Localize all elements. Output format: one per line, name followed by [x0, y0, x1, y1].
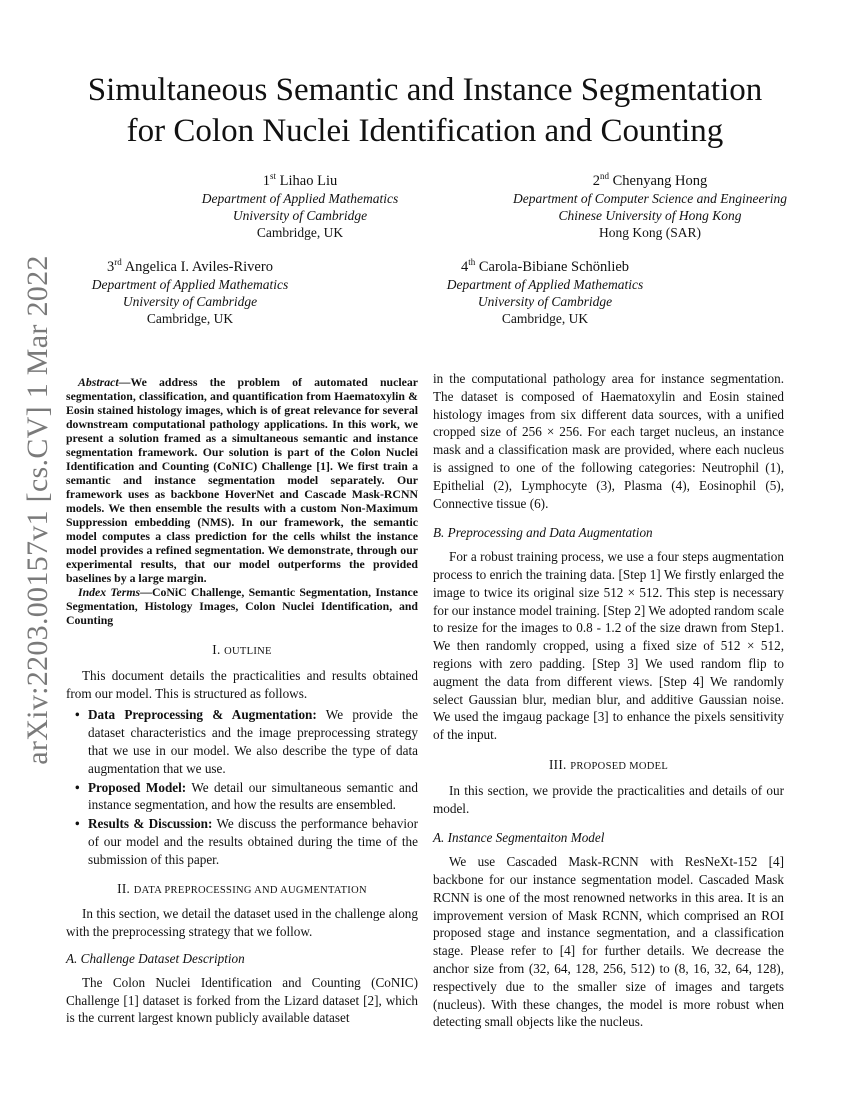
subsection-a-text: The Colon Nuclei Identification and Counting (CoNIC) Challenge [1] dataset is forked from the Lizard dataset [2], which is the current largest known publicly available dataset [66, 974, 418, 1026]
author-1-inst: University of Cambridge [232, 207, 368, 223]
section-1-heading [66, 641, 418, 661]
outline-list [66, 706, 418, 868]
author-2-dept: Department of Computer Science and Engineering [512, 190, 788, 206]
bullet-1-label: Data Preprocessing & Augmentation: [88, 707, 317, 723]
section-2-heading [66, 880, 418, 900]
author-3-loc: Cambridge, UK [146, 310, 234, 326]
section-1-title: OUTLINE [224, 646, 272, 657]
abstract-label: Abstract [78, 375, 119, 389]
author-1-name: Lihao Liu [279, 172, 338, 189]
author-1-loc: Cambridge, UK [256, 224, 344, 240]
author-block-4 [395, 254, 695, 327]
author-3-dept: Department of Applied Mathematics [91, 276, 289, 292]
author-1-ordinal: 1 [262, 172, 270, 189]
index-terms [66, 585, 418, 627]
title-line-2: for Colon Nuclei Identification and Counting [126, 113, 724, 149]
author-4-ordinal: 4 [460, 258, 469, 275]
bullet-3-text: We discuss the performance behavior of our model and the results obtained during the time of the submission of this paper. [88, 816, 418, 867]
list-item [88, 706, 418, 777]
section-3-title: PROPOSED MODEL [570, 760, 669, 772]
subsection-b-text: For a robust training process, we use a four steps augmentation process to enrich the training data. [Step 1] We firstly enlarged the image to twice its original size 512 × 512. This step is necessary for our instance model training. [Step 2] We adopted random scale to resize for the images to 0.8 - 1.2 of the size drawn from Step1. We then randomly cropped, using a fixed size of 512 × 512, regions with zero padding. [Step 3] We used random flip to augment the data from different views. [Step 4] We randomly select Gaussian blur, median blur, and additive Gaussian noise. We used the imgaug package [3] to enhance the pixels sensitivity of the input. [433, 549, 784, 743]
section-2-number: II. [117, 880, 134, 896]
author-1-dept: Department of Applied Mathematics [201, 190, 399, 206]
paper-title [0, 70, 850, 152]
bullet-3-label: Results & Discussion: [88, 816, 213, 832]
author-4-name: Carola-Bibiane Schönlieb [478, 258, 630, 275]
section-1-intro: This document details the practicalities and results obtained from our model. This is structured as follows. [66, 667, 418, 701]
author-block-3 [35, 254, 345, 327]
dataset-description-cont: in the computational pathology area for instance segmentation. The dataset is composed of Haematoxylin and Eosin stained histology images from six different data sources, with a unified cropped size of 256 × 256. For each target nucleus, an instance mask and a classification mask are provided, where each nucleus is assigned to one of the following categories: Neutrophil (1), Epithelial (2), Lymphocyte (3), Plasma (4), Eosinophil (5), Connective tissue (6). [433, 371, 784, 511]
bullet-2-text: We detail our simultaneous semantic and instance segmentation, and how the results are ensembled. [88, 779, 418, 813]
right-column [433, 370, 784, 1031]
bullet-1-text: We provide the dataset characteristics and the image preprocessing strategy that we use in our model. We also describe the type of data augmentation that we use. [88, 707, 418, 776]
title-line-1: Simultaneous Semantic and Instance Segmentation [87, 72, 763, 108]
author-block-2 [470, 168, 830, 241]
author-2-inst: Chinese University of Hong Kong [558, 207, 742, 223]
index-terms-label: Index Terms [78, 585, 141, 599]
author-4-dept: Department of Applied Mathematics [446, 276, 644, 292]
author-4-sup: th [468, 257, 476, 267]
author-2-ordinal: 2 [592, 172, 600, 189]
index-terms-text: —CoNiC Challenge, Semantic Segmentation, Instance Segmentation, Histology Images, Colon Nuclei Identification, and Counting [66, 585, 418, 627]
abstract [66, 375, 418, 585]
author-3-inst: University of Cambridge [122, 293, 258, 309]
section-3-heading [433, 756, 784, 776]
arxiv-stamp: arXiv:2203.00157v1 [cs.CV] 1 Mar 2022 [21, 255, 54, 765]
author-1-sup: st [270, 171, 277, 181]
section-3-number: III. [548, 756, 571, 772]
list-item [88, 815, 418, 868]
section-2-intro: In this section, we detail the dataset used in the challenge along with the preprocessing strategy that we follow. [66, 906, 418, 940]
subsection-a-title: A. Challenge Dataset Description [66, 950, 245, 966]
subsection-instance-title: A. Instance Segmentaiton Model [433, 830, 605, 846]
author-3-sup: rd [114, 257, 122, 267]
section-2-title: DATA PREPROCESSING AND AUGMENTATION [133, 884, 367, 896]
author-2-sup: nd [599, 171, 609, 181]
author-4-loc: Cambridge, UK [501, 310, 589, 326]
author-4-inst: University of Cambridge [477, 293, 613, 309]
author-3-ordinal: 3 [107, 258, 115, 275]
list-item [88, 779, 418, 815]
section-1-number: I. [212, 642, 225, 657]
author-2-name: Chenyang Hong [612, 172, 708, 189]
author-block-1 [150, 168, 450, 241]
left-column [66, 375, 418, 1027]
author-3-name: Angelica I. Aviles-Rivero [124, 258, 273, 275]
abstract-text: —We address the problem of automated nuclear segmentation, classification, and quantification from Haematoxylin & Eosin stained histology images, which is of great relevance for several downstream computational pathology applications. In this work, we present a solution framed as a simultaneous semantic and instance segmentation framework. Our solution is part of the Colon Nuclei Identification and Counting (CoNIC) Challenge [1]. We first train a semantic and instance segmentation model separately. Our framework uses as backbone HoverNet and Cascade Mask-RCNN models. We then ensemble the results with a custom Non-Maximum Suppression embedding (NMS). In our framework, the semantic model computes a class prediction for the cells whilst the instance model provides a refined segmentation. We demonstrate, through our experimental results, that our model outperforms the provided baselines by a large margin. [66, 375, 418, 585]
subsection-instance-text: We use Cascaded Mask-RCNN with ResNeXt-152 [4] backbone for our instance segmentation model. Cascaded Mask RCNN is one of the most renowned networks in this area. It is an improvement version of Mask RCNN, which comprised an ROI proposed stage and instance segmentation, and a classification stage. Please refer to [4] for further details. We decrease the anchor size from (32, 64, 128, 256, 512) to (8, 16, 32, 64, 128), respectively due to the smaller size of images and targets (nucleus). With these changes, the model is more robust when detecting small objects like the nucleus. [433, 854, 784, 1030]
subsection-b-title: B. Preprocessing and Data Augmentation [433, 525, 653, 541]
author-2-loc: Hong Kong (SAR) [598, 224, 701, 240]
bullet-2-label: Proposed Model: [88, 779, 187, 795]
section-3-intro: In this section, we provide the practicalities and details of our model. [433, 782, 784, 816]
